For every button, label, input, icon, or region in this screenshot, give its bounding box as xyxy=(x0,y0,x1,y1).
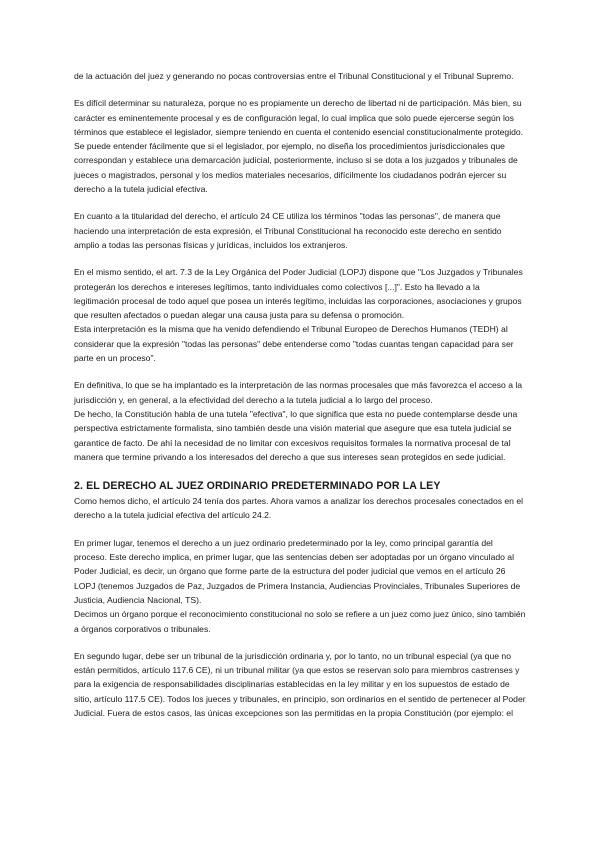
paragraph-definitiva: En definitiva, lo que se ha implantado es la interpretación de las normas procesales que más favorezca el acceso a la jurisdicción y, en general, a la efectividad del derecho a la tutela judicial a lo largo del proceso. xyxy=(74,380,523,405)
paragraph-articulo-24: Como hemos dicho, el artículo 24 tenía dos partes. Ahora vamos a analizar los derechos procesales conectados en el derecho a la tutela judicial efectiva del artículo 24.2. xyxy=(74,496,524,521)
paragraph-naturaleza: Es difícil determinar su naturaleza, porque no es propiamente un derecho de libertad ni de participación. Más bien, su carácter es eminentemente procesal y es de configuración legal, lo cual implica que solo puede ejercerse según los términos que establece el legislador, siempre teniendo en cuenta el contenido esencial constitucionalmente protegido. Se puede entender fácilmente que si el legislador, por ejemplo, no diseña los procedimientos jurisdiccionales que correspondan y establece una demarcación judicial, posteriormente, incluso si se dota a los juzgados y tribunales de jueces o magistrados, personal y los medios materiales necesarios, difícilmente los ciudadanos podrán ejercer su derecho a la tutela judicial efectiva. xyxy=(74,98,524,195)
paragraph-intro-continuation: de la actuación del juez y generando no pocas controversias entre el Tribunal Constitucional y el Tribunal Supremo. xyxy=(74,71,514,81)
paragraph-primer-lugar: En primer lugar, tenemos el derecho a un juez ordinario predeterminado por la ley, como principal garantía del proceso. Este derecho implica, en primer lugar, que las sentencias deben ser adoptadas por un órgano vinculado al Poder Judicial, es decir, un órgano que forme parte de la estructura del poder judicial que vemos en el artículo 26 LOPJ (tenemos Juzgados de Paz, Juzgados de Primera Instancia, Audiencias Provinciales, Tribunales Superiores de Justicia, Audiencia Nacional, TS). xyxy=(74,537,521,605)
section-heading: 2. EL DERECHO AL JUEZ ORDINARIO PREDETERMINADO POR LA LEY xyxy=(74,480,441,493)
paragraph-tedh: Esta interpretación es la misma que ha venido defendiendo el Tribunal Europeo de Derechos Humanos (TEDH) al considerar que la expresión "todas las personas" debe entenderse como "todas cuantas tengan capacidad para ser parte en un proceso". xyxy=(74,324,514,364)
paragraph-organo: Decimos un órgano porque el reconocimiento constitucional no solo se refiere a un juez como juez único, sino también a órganos corporativos o tribunales. xyxy=(74,609,526,634)
paragraph-tutela-efectiva: De hecho, la Constitución habla de una tutela "efectiva", lo que significa que esta no puede contemplarse desde una perspectiva estrictamente formalista, sino también desde una visión material que asegure que esa tutela judicial se garantice de facto. De ahí la necesidad de no limitar con excesivos requisitos formales la normativa procesal de tal manera que termine privando a los interesados del derecho a que sus intereses sean protegidos en sede judicial. xyxy=(74,408,518,462)
document-page xyxy=(74,69,526,733)
paragraph-lopj: En el mismo sentido, el art. 7.3 de la Ley Orgánica del Poder Judicial (LOPJ) dispone que "Los Juzgados y Tribunales protegerán los derechos e intereses legítimos, tanto individuales como colectivos [...]". Esto ha llevado a la legitimación procesal de todo aquel que posea un interés legítimo, incluidas las corporaciones, asociaciones y grupos que resulten afectados o puedan alegar una causa justa para su defensa o promoción. xyxy=(74,267,523,321)
paragraph-segundo-lugar: En segundo lugar, debe ser un tribunal de la jurisdicción ordinaria y, por lo tanto, no un tribunal especial (ya que no están permitidos, artículo 117.6 CE), ni un tribunal militar (ya que estos se reservan solo para miembros castrenses y para la exigencia de responsabilidades disciplinarias establecidas en la ley militar y en los supuestos de estado de sitio, artículo 117.5 CE). Todos los jueces y tribunales, en principio, son ordinarios en el sentido de pertenecer al Poder Judicial. Fuera de estos casos, las únicas excepciones son las permitidas en la propia Constitución (por ejemplo: el xyxy=(74,650,526,718)
paragraph-titularidad: En cuanto a la titularidad del derecho, el artículo 24 CE utiliza los términos "todas las personas", de manera que haciendo una interpretación de esta expresión, el Tribunal Constitucional ha reconocido este derecho en sentido amplio a todas las personas físicas y jurídicas, incluidos los extranjeros. xyxy=(74,211,502,250)
